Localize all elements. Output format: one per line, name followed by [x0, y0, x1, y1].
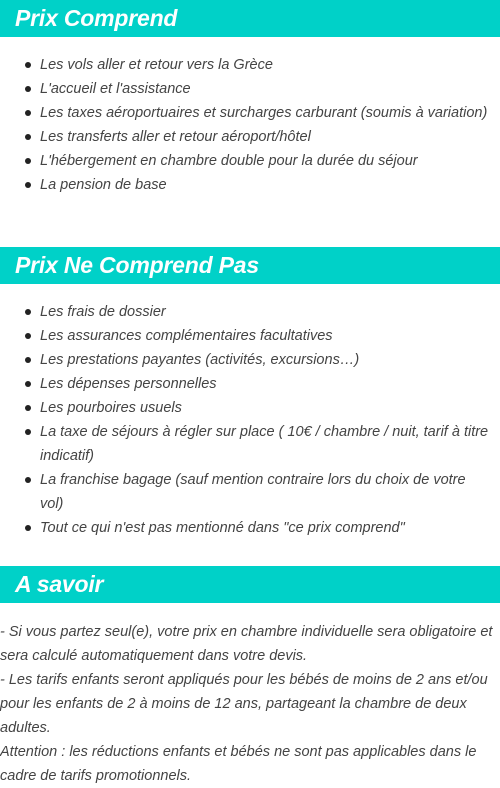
list-item: Les vols aller et retour vers la Grèce — [0, 53, 500, 77]
list-item: Les transferts aller et retour aéroport/hôtel — [0, 125, 500, 149]
list-item: Les frais de dossier — [0, 300, 500, 324]
excluded-list — [0, 300, 500, 540]
list-item: Les dépenses personnelles — [0, 372, 500, 396]
info-line: - Si vous partez seul(e), votre prix en chambre individuelle sera obligatoire et sera calculé automatiquement dans votre devis. — [0, 624, 493, 664]
info-line: - Les tarifs enfants seront appliqués pour les bébés de moins de 2 ans et/ou pour les enfants de 2 à moins de 12 ans, partageant la chambre de deux adultes. — [0, 672, 488, 736]
section-title-prix-comprend: Prix Comprend — [0, 0, 500, 37]
list-item: Les pourboires usuels — [0, 396, 500, 420]
list-item: Les taxes aéroportuaires et surcharges carburant (soumis à variation) — [0, 101, 500, 125]
section-title-prix-ne-comprend-pas: Prix Ne Comprend Pas — [0, 247, 500, 284]
list-item: La franchise bagage (sauf mention contraire lors du choix de votre vol) — [0, 468, 500, 516]
info-line: Attention : les réductions enfants et bébés ne sont pas applicables dans le cadre de tarifs promotionnels. — [0, 744, 477, 784]
list-item: Les prestations payantes (activités, excursions…) — [0, 348, 500, 372]
list-item: La taxe de séjours à régler sur place ( 10€ / chambre / nuit, tarif à titre indicatif) — [0, 420, 500, 468]
list-item: Tout ce qui n'est pas mentionné dans "ce prix comprend" — [0, 516, 500, 540]
list-item: La pension de base — [0, 173, 500, 197]
list-item: Les assurances complémentaires facultatives — [0, 324, 500, 348]
list-item: L'hébergement en chambre double pour la durée du séjour — [0, 149, 500, 173]
section-title-a-savoir: A savoir — [0, 566, 500, 603]
list-item: L'accueil et l'assistance — [0, 77, 500, 101]
included-list — [0, 53, 500, 197]
info-paragraph — [0, 620, 500, 788]
